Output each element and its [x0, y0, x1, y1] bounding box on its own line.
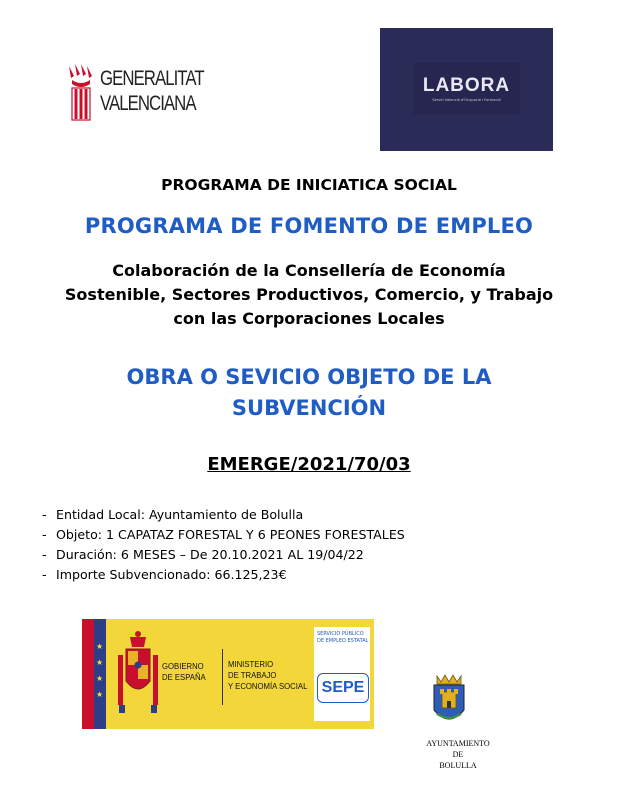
collaboration-line1: Colaboración de la Consellería de Economía: [112, 261, 506, 280]
ministerio-line2: DE TRABAJO: [228, 670, 277, 680]
sepe-logo: [314, 627, 370, 721]
detail-item: - Importe Subvencionado: 66.125,23€: [42, 567, 287, 582]
eu-flag-red-stripe: [82, 619, 94, 729]
file-code: EMERGE/2021/70/03: [207, 454, 411, 475]
collaboration-text: [20, 259, 598, 331]
program-title: PROGRAMA DE FOMENTO DE EMPLEO: [84, 214, 534, 238]
labora-subtitle: Servei Valencià d'Ocupació i Formació: [432, 98, 501, 102]
bolulla-crest-icon: [429, 672, 469, 730]
obra-title: [60, 362, 558, 424]
sepe-line2: DE EMPLEO ESTATAL: [317, 638, 369, 644]
bolulla-line1: AYUNTAMIENTO: [426, 739, 490, 748]
eu-flag-blue-stripe: [94, 619, 106, 729]
collaboration-line3: con las Corporaciones Locales: [173, 309, 445, 328]
page-heading: PROGRAMA DE INICIATICA SOCIAL: [161, 176, 457, 194]
gobierno-line1: GOBIERNO: [162, 661, 204, 671]
labora-inner-panel: [413, 63, 520, 115]
detail-item: - Duración: 6 MESES – De 20.10.2021 AL 19/04/22: [42, 547, 364, 562]
ministerio-line1: MINISTERIO: [228, 659, 274, 669]
bolulla-caption: [408, 738, 508, 771]
bolulla-line2: DE: [452, 750, 464, 759]
generalitat-line1: GENERALITAT: [100, 67, 204, 90]
detail-item: - Entidad Local: Ayuntamiento de Bolulla: [42, 507, 304, 522]
detail-text: Duración: 6 MESES – De 20.10.2021 AL 19/04/22: [56, 547, 364, 562]
spain-coat-of-arms-icon: [116, 625, 160, 721]
divider: [222, 649, 223, 705]
collaboration-line2: Sostenible, Sectores Productivos, Comercio, y Trabajo: [64, 285, 554, 304]
ministerio-line3: Y ECONOMÍA SOCIAL: [228, 681, 308, 691]
star-icon: ★: [96, 642, 104, 651]
gobierno-text: [162, 661, 206, 683]
star-icon: ★: [96, 658, 104, 667]
detail-text: Objeto: 1 CAPATAZ FORESTAL Y 6 PEONES FORESTALES: [56, 527, 405, 542]
gobierno-line2: DE ESPAÑA: [162, 672, 206, 682]
details-list: [42, 505, 405, 585]
obra-line1: OBRA O SEVICIO OBJETO DE LA: [126, 365, 492, 389]
generalitat-valenciana-logo: [66, 62, 204, 124]
generalitat-emblem-icon: [66, 62, 96, 124]
ministerio-text: [228, 659, 307, 692]
labora-logo: [380, 28, 553, 151]
detail-text: Importe Subvencionado: 66.125,23€: [56, 567, 287, 582]
sepe-caption: [317, 631, 369, 645]
sepe-line1: SERVICIO PÚBLICO: [317, 631, 364, 637]
labora-name: LABORA: [422, 75, 511, 96]
star-icon: ★: [96, 690, 104, 699]
generalitat-line2: VALENCIANA: [100, 92, 196, 115]
gobierno-espana-banner: [82, 619, 374, 729]
obra-line2: SUBVENCIÓN: [231, 396, 387, 420]
star-icon: ★: [96, 674, 104, 683]
bolulla-line3: BOLULLA: [439, 761, 477, 770]
sepe-wordmark: SEPE: [317, 673, 369, 703]
detail-item: - Objeto: 1 CAPATAZ FORESTAL Y 6 PEONES FORESTALES: [42, 527, 405, 542]
detail-text: Entidad Local: Ayuntamiento de Bolulla: [56, 507, 304, 522]
